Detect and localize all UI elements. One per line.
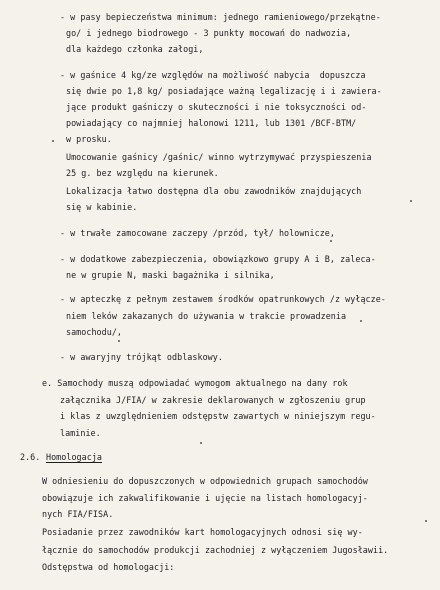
homologation-para2-line-1: Posiadanie przez zawodników kart homologacyjnych odnosi się wy- bbox=[42, 527, 363, 537]
scan-speck bbox=[118, 340, 120, 342]
scan-speck bbox=[330, 240, 332, 242]
extinguisher-line-3: jące produkt gaśniczy o skuteczności i nie toksyczności od- bbox=[66, 102, 367, 112]
hooks-line: - w trwałe zamocowane zaczepy /przód, tył/ holownicze, bbox=[60, 228, 335, 238]
firstaid-line-2: niem leków zakazanych do używania w trakcie prowadzenia bbox=[66, 311, 347, 321]
homologation-para1-line-3: nych FIA/FISA. bbox=[42, 509, 114, 519]
section-number: 2.6. bbox=[20, 452, 41, 462]
seatbelt-line-2: go/ i jednego biodrowego - 3 punkty mocowań do nadwozia, bbox=[66, 28, 352, 38]
homologation-para1-line-2: obowiązuje ich zakwalifikowanie i ujęcie na listach homologacyj- bbox=[42, 493, 368, 503]
firstaid-line-3: samochodu/, bbox=[66, 327, 123, 337]
firstaid-line-1: - w apteczkę z pełnym zestawem środków opatrunkowych /z wyłącze- bbox=[60, 294, 386, 304]
extinguisher-line-4: powiadający co najmniej halonowi 1211, lub 1301 /BCF-BTM/ bbox=[66, 118, 357, 128]
scan-speck bbox=[425, 520, 427, 522]
scan-speck bbox=[200, 442, 202, 444]
scan-speck bbox=[360, 320, 362, 322]
homologation-para1-line-1: W odniesieniu do dopuszczonych w odpowiednich grupach samochodów bbox=[42, 476, 368, 486]
extinguisher-line-1: - w gaśnice 4 kg/ze względów na możliwość nabycia dopuszcza bbox=[60, 70, 366, 80]
extinguisher-line-2: się dwie po 1,8 kg/ posiadające ważną legalizację i i zawiera- bbox=[66, 86, 382, 96]
homologation-para2-line-2: łącznie do samochodów produkcji zachodniej z wyłączeniem Jugosławii. bbox=[42, 545, 389, 555]
item-e-line-3: i klas z uwzględnieniem odstępstw zawartych w niniejszym regu- bbox=[60, 411, 376, 421]
scan-speck bbox=[410, 200, 412, 202]
seatbelt-line-1: - w pasy bepieczeństwa minimum: jednego ramieniowego/przekątne- bbox=[60, 12, 381, 22]
extinguisher-line-9: się w kabinie. bbox=[66, 202, 138, 212]
seatbelt-line-3: dla każdego członka załogi, bbox=[66, 44, 204, 54]
extinguisher-line-8: Lokalizacja łatwo dostępna dla obu zawodników znajdujących bbox=[66, 186, 362, 196]
scan-speck bbox=[52, 140, 54, 142]
extinguisher-line-6: Umocowanie gaśnicy /gaśnic/ winno wytrzymywać przyspieszenia bbox=[66, 152, 372, 162]
item-e-line-1: e. Samochody muszą odpowiadać wymogom aktualnego na dany rok bbox=[42, 378, 348, 388]
additional-line-1: - w dodatkowe zabezpieczenia, obowiązkowo grupy A i B, zaleca- bbox=[60, 254, 376, 264]
extinguisher-line-5: w prosku. bbox=[66, 134, 112, 144]
item-e-line-4: laminie. bbox=[60, 428, 101, 438]
homologation-para2-line-3: Odstępstwa od homologacji: bbox=[42, 562, 175, 572]
section-title: Homologacja bbox=[46, 452, 103, 462]
triangle-line: - w awaryjny trójkąt odblaskowy. bbox=[60, 352, 223, 362]
extinguisher-line-7: 25 g. bez względu na kierunek. bbox=[66, 168, 219, 178]
additional-line-2: ne w grupie N, maski bagażnika i silnika, bbox=[66, 270, 275, 280]
item-e-line-2: załącznika J/FIA/ w zakresie deklarowanych w zgłoszeniu grup bbox=[60, 395, 366, 405]
